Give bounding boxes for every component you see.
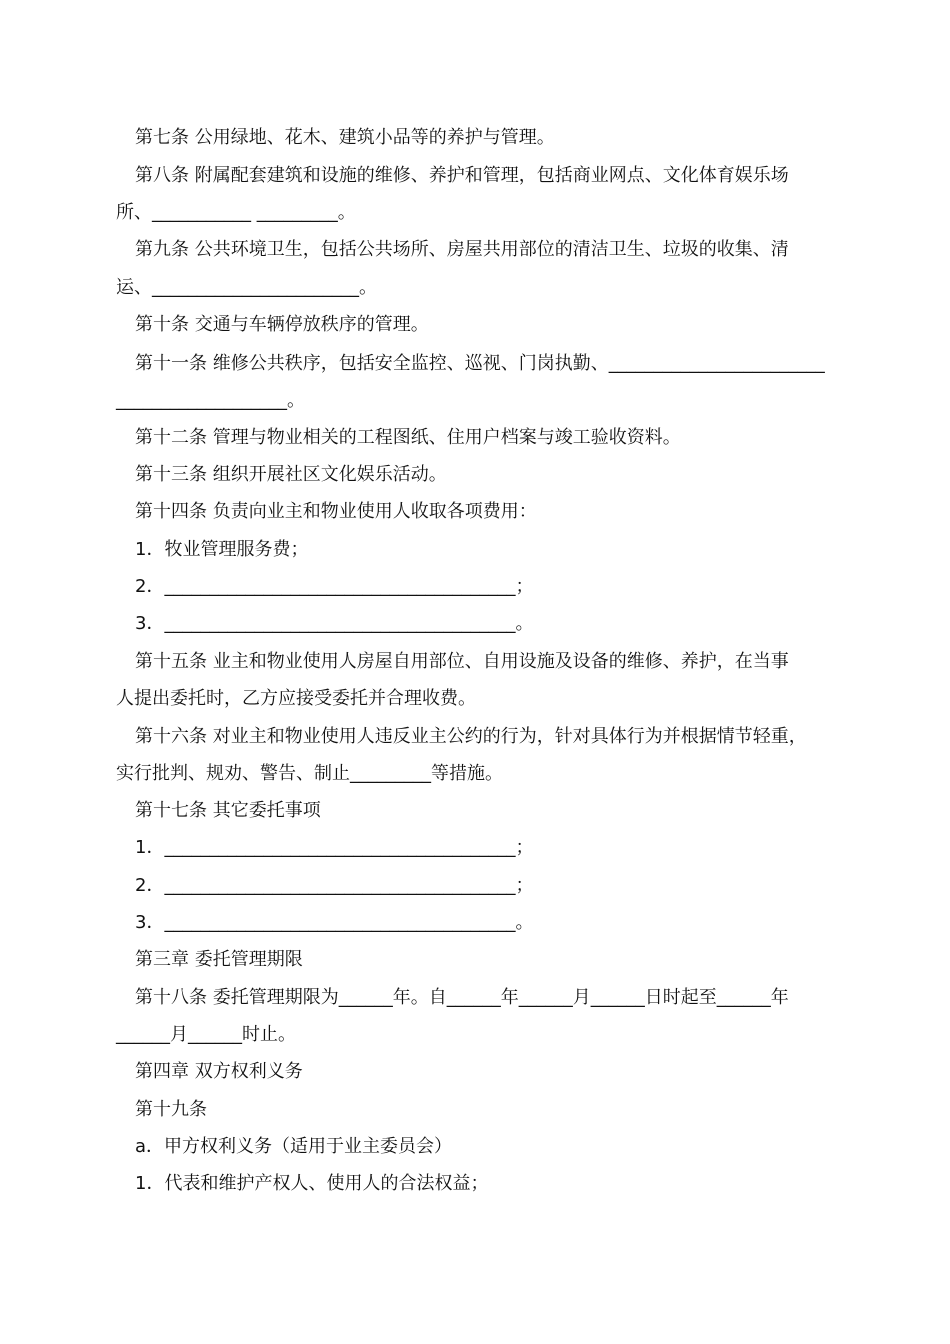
article-17: 第十七条 其它委托事项 — [135, 800, 321, 821]
party-a-rights-item-1: 1．代表和维护产权人、使用人的合法权益； — [135, 1173, 489, 1194]
article-18: 第十八条 委托管理期限为______年。自______年______月______日时起至______年 — [135, 987, 789, 1008]
article-15: 第十五条 业主和物业使用人房屋自用部位、自用设施及设备的维修、养护，在当事 — [135, 651, 789, 672]
party-a-rights-heading: a．甲方权利义务（适用于业主委员会） — [135, 1136, 453, 1157]
article-8-cont: 所、___________ _________。 — [116, 202, 356, 223]
chapter-4-heading: 第四章 双方权利义务 — [135, 1061, 303, 1082]
article-14-item-1: 1．牧业管理服务费； — [135, 539, 309, 560]
article-8: 第八条 附属配套建筑和设施的维修、养护和管理，包括商业网点、文化体育娱乐场 — [135, 165, 789, 186]
article-11-cont: ___________________。 — [116, 390, 305, 411]
article-18-cont: ______月______时止。 — [116, 1024, 296, 1045]
article-14-item-2: 2．_______________________________________； — [135, 576, 534, 597]
article-10: 第十条 交通与车辆停放秩序的管理。 — [135, 314, 429, 335]
article-14-item-3: 3．_______________________________________。 — [135, 613, 534, 634]
article-9: 第九条 公共环境卫生，包括公共场所、房屋共用部位的清洁卫生、垃圾的收集、清 — [135, 239, 789, 260]
article-15-cont: 人提出委托时，乙方应接受委托并合理收费。 — [116, 688, 476, 709]
chapter-3-heading: 第三章 委托管理期限 — [135, 949, 303, 970]
article-12: 第十二条 管理与物业相关的工程图纸、住用户档案与竣工验收资料。 — [135, 427, 681, 448]
article-17-item-3: 3．_______________________________________。 — [135, 912, 534, 933]
article-16-cont: 实行批判、规劝、警告、制止_________等措施。 — [116, 763, 503, 784]
article-9-cont: 运、_______________________。 — [116, 277, 377, 298]
article-17-item-2: 2．_______________________________________； — [135, 875, 534, 896]
article-16: 第十六条 对业主和物业使用人违反业主公约的行为，针对具体行为并根据情节轻重， — [135, 726, 807, 747]
article-11: 第十一条 维修公共秩序，包括安全监控、巡视、门岗执勤、________________________ — [135, 353, 825, 374]
article-7: 第七条 公用绿地、花木、建筑小品等的养护与管理。 — [135, 127, 555, 148]
article-13: 第十三条 组织开展社区文化娱乐活动。 — [135, 464, 447, 485]
article-14: 第十四条 负责向业主和物业使用人收取各项费用： — [135, 501, 537, 522]
article-19: 第十九条 — [135, 1099, 207, 1120]
article-17-item-1: 1．_______________________________________； — [135, 837, 534, 858]
